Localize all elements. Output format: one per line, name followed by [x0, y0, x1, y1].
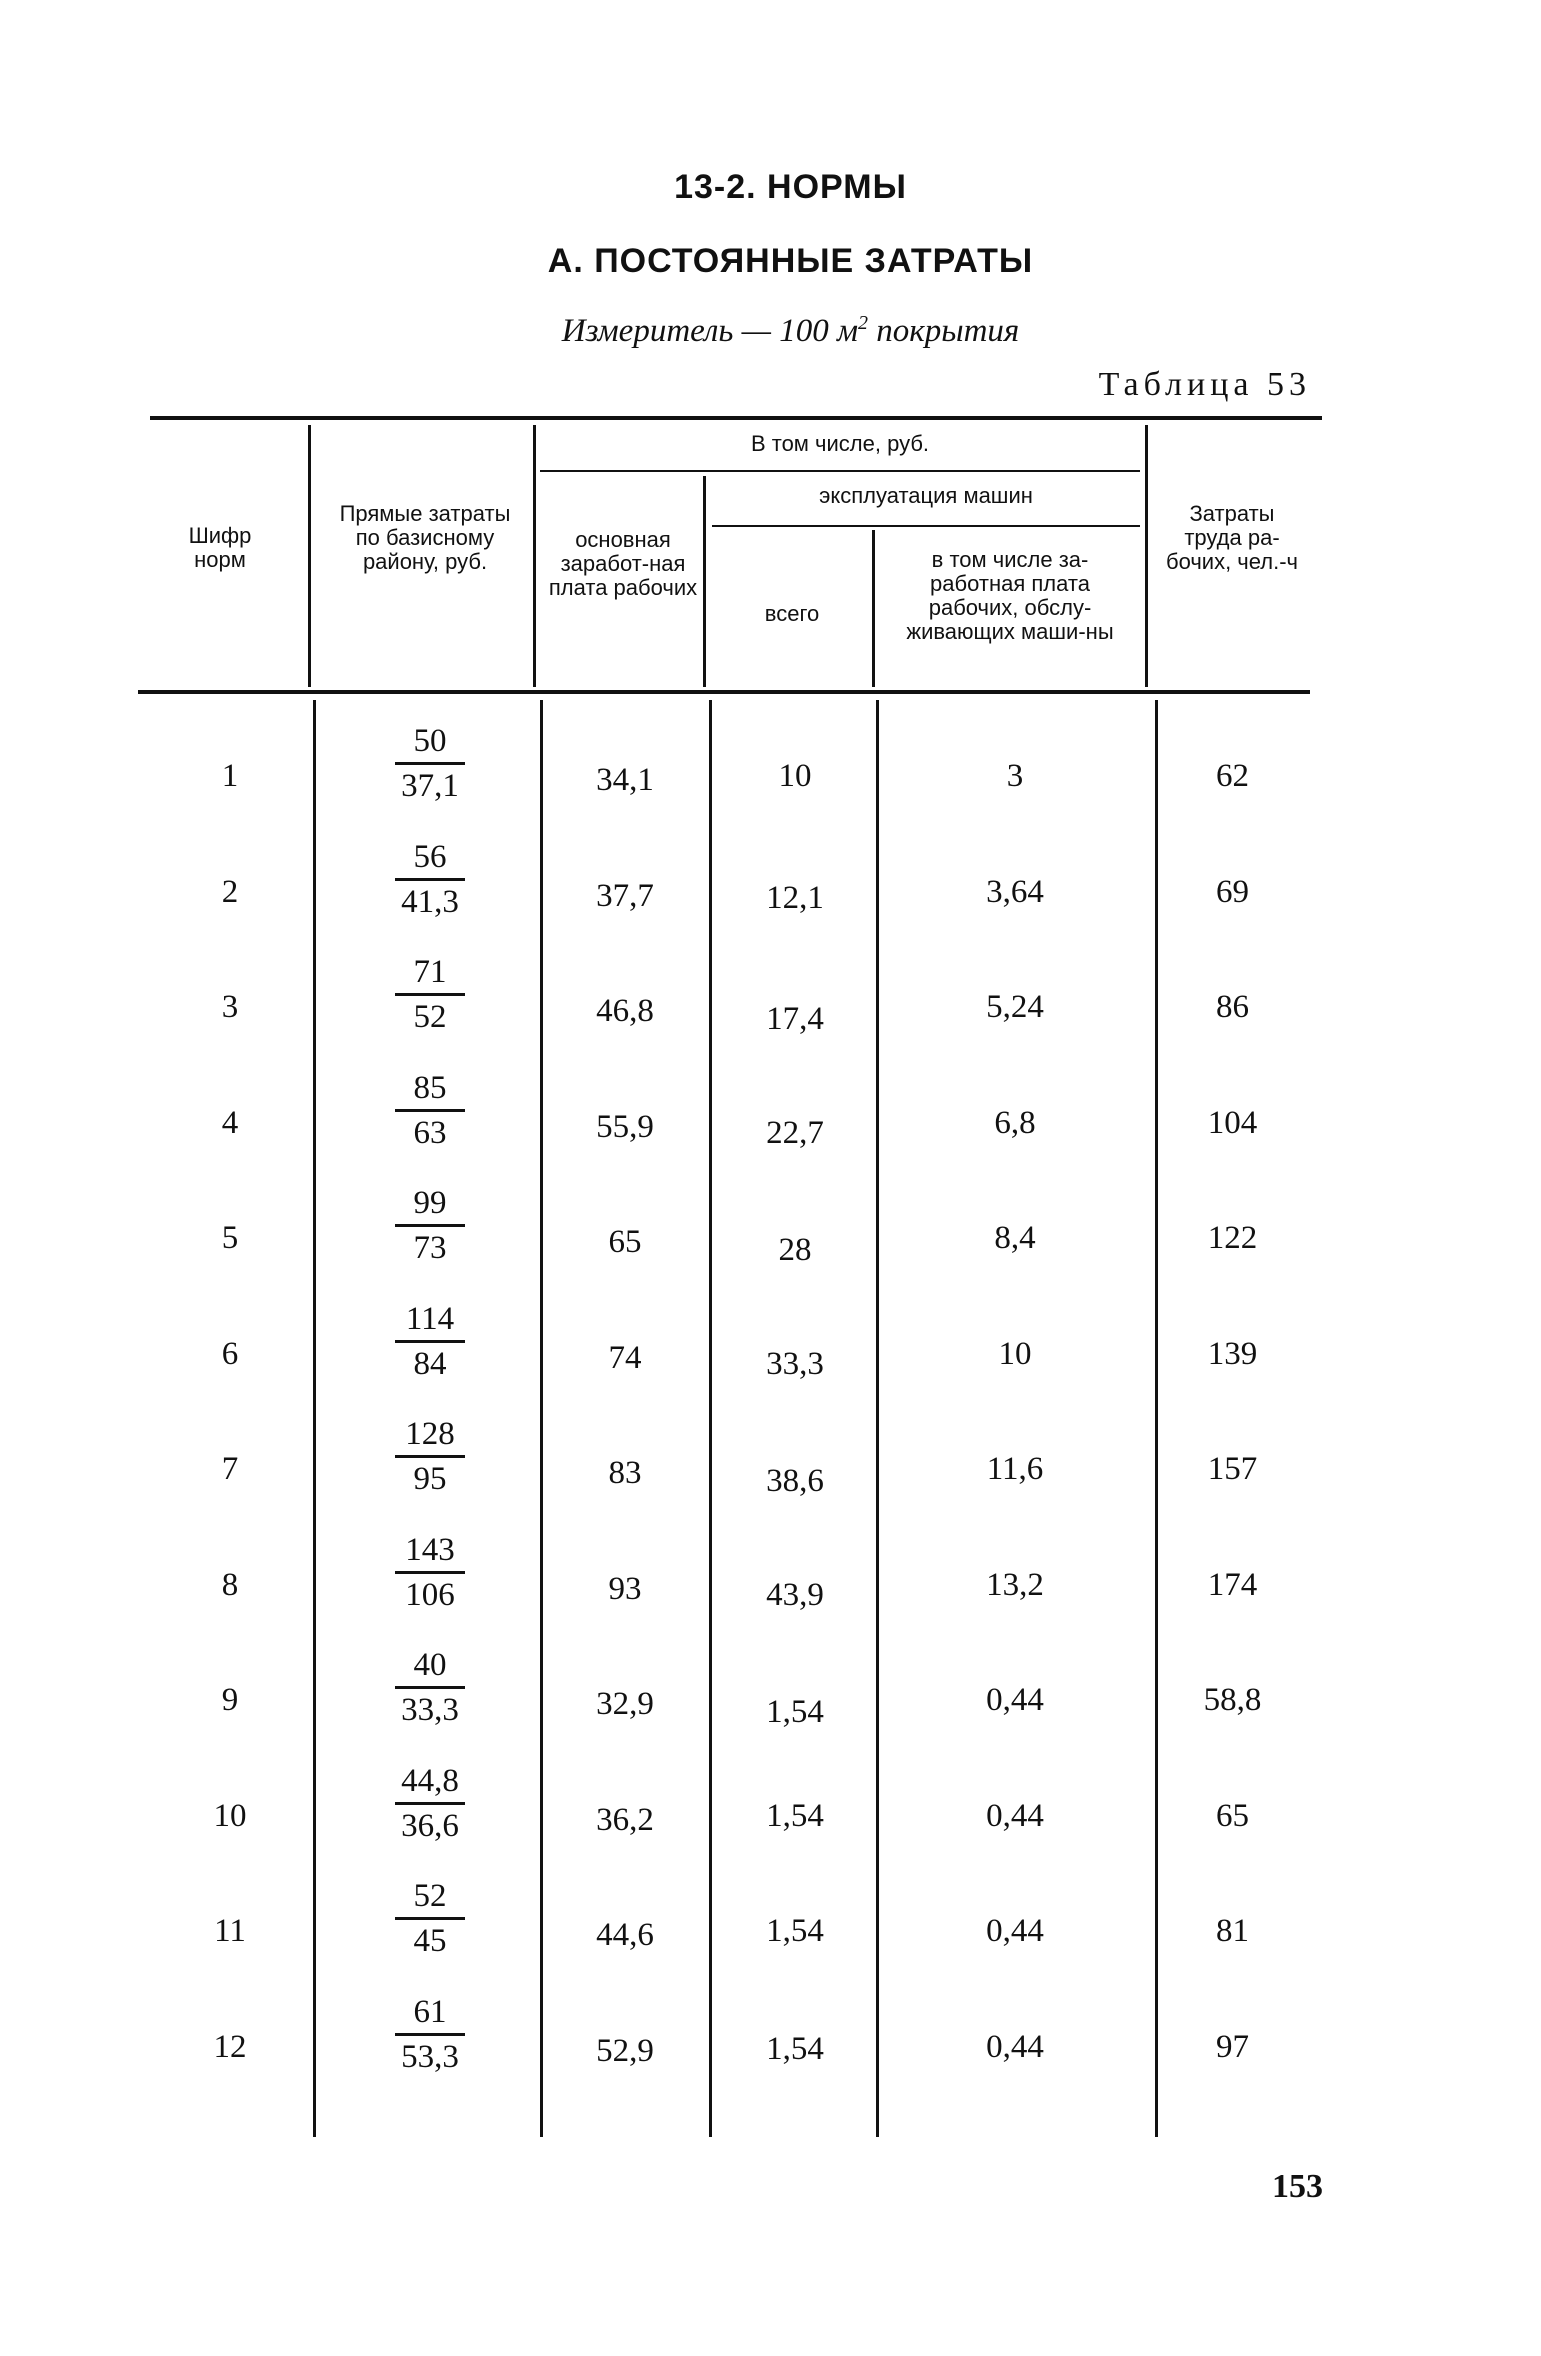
fraction-numerator: 85	[413, 1070, 447, 1106]
cell-code: 8	[221, 1567, 239, 1603]
cell-total: 28	[778, 1232, 812, 1268]
cell-code: 5	[221, 1220, 239, 1256]
header-wages: основная заработ-ная плата рабочих	[548, 527, 698, 600]
cell-total: 43,9	[766, 1577, 824, 1613]
cell-machine-wages: 3,64	[986, 874, 1044, 910]
header-machines: эксплуатация машин	[819, 483, 1033, 508]
body-vline-3	[709, 700, 712, 2137]
direct-cost-fraction	[345, 1877, 515, 1960]
section-title: 13-2. НОРМЫ	[674, 168, 907, 206]
fraction-denominator: 33,3	[401, 1692, 459, 1728]
measure-unit	[0, 312, 1541, 350]
header-machine-wages: в том числе за-работная плата рабочих, обслу-живающих маши-ны	[906, 547, 1114, 644]
header-direct: Прямые затраты по базисному району, руб.	[339, 501, 511, 574]
header-vline-2	[533, 425, 536, 687]
header-bottom-rule	[138, 690, 1310, 694]
cell-labor: 65	[1216, 1798, 1249, 1834]
machines-underline	[712, 525, 1140, 527]
header-vline-3	[703, 476, 706, 687]
direct-cost-fraction	[345, 722, 515, 805]
cell-wages: 46,8	[596, 993, 654, 1029]
cell-code: 2	[221, 874, 239, 910]
fraction-numerator: 40	[413, 1647, 447, 1683]
fraction-denominator: 53,3	[401, 2039, 459, 2075]
cell-wages: 55,9	[596, 1109, 654, 1145]
cell-total: 17,4	[766, 1001, 824, 1037]
header-including: В том числе, руб.	[750, 431, 930, 456]
fraction-bar	[395, 1109, 465, 1112]
header-total: всего	[764, 601, 820, 626]
fraction-bar	[395, 1686, 465, 1689]
cell-total: 1,54	[766, 1694, 824, 1730]
cell-total: 10	[778, 758, 812, 794]
cell-wages: 74	[608, 1340, 642, 1376]
cell-code: 7	[221, 1451, 239, 1487]
cell-wages: 36,2	[596, 1802, 654, 1838]
fraction-numerator: 128	[405, 1416, 455, 1452]
header-vline-4	[872, 530, 875, 687]
fraction-numerator: 50	[413, 723, 447, 759]
cell-wages: 32,9	[596, 1686, 654, 1722]
fraction-denominator: 36,6	[401, 1808, 459, 1844]
cell-code: 12	[213, 2029, 247, 2065]
cell-machine-wages: 3	[1006, 758, 1024, 794]
fraction-denominator: 84	[413, 1346, 447, 1382]
direct-cost-fraction	[345, 1646, 515, 1729]
including-underline	[540, 470, 1140, 472]
cell-wages: 34,1	[596, 762, 654, 798]
cell-code: 6	[221, 1336, 239, 1372]
cell-labor: 122	[1207, 1220, 1258, 1256]
fraction-bar	[395, 1802, 465, 1805]
cell-labor: 69	[1216, 874, 1249, 910]
header-labor: Затраты труда ра-бочих, чел.-ч	[1165, 501, 1299, 574]
fraction-bar	[395, 1340, 465, 1343]
fraction-denominator: 106	[405, 1577, 455, 1613]
header-vline-5	[1145, 425, 1148, 687]
measure-suffix: покрытия	[868, 313, 1020, 349]
direct-cost-fraction	[345, 953, 515, 1036]
fraction-bar	[395, 993, 465, 996]
page-number: 153	[1272, 2168, 1323, 2205]
cell-labor: 157	[1207, 1451, 1258, 1487]
cell-machine-wages: 0,44	[986, 1913, 1044, 1949]
cell-code: 4	[221, 1105, 239, 1141]
direct-cost-fraction	[345, 838, 515, 921]
direct-cost-fraction	[345, 1415, 515, 1498]
fraction-denominator: 37,1	[401, 768, 459, 804]
cell-total: 1,54	[766, 1913, 824, 1949]
direct-cost-fraction	[345, 1184, 515, 1267]
fraction-denominator: 41,3	[401, 884, 459, 920]
fraction-bar	[395, 1224, 465, 1227]
cell-machine-wages: 13,2	[986, 1567, 1044, 1603]
direct-cost-fraction	[345, 1069, 515, 1152]
cell-machine-wages: 0,44	[986, 1682, 1044, 1718]
cell-total: 33,3	[766, 1346, 824, 1382]
cell-code: 11	[214, 1913, 246, 1949]
fraction-denominator: 95	[413, 1461, 447, 1497]
fraction-numerator: 56	[413, 839, 447, 875]
measure-prefix: Измеритель — 100 м	[561, 313, 859, 349]
body-vline-5	[1155, 700, 1158, 2137]
fraction-bar	[395, 878, 465, 881]
fraction-denominator: 73	[413, 1230, 447, 1266]
cell-labor: 174	[1207, 1567, 1258, 1603]
body-vline-4	[876, 700, 879, 2137]
cell-total: 22,7	[766, 1115, 824, 1151]
table-top-rule	[150, 416, 1322, 420]
fraction-numerator: 71	[413, 954, 447, 990]
cell-machine-wages: 11,6	[986, 1451, 1044, 1487]
cell-code: 3	[221, 989, 239, 1025]
fraction-numerator: 52	[413, 1878, 447, 1914]
fraction-bar	[395, 1571, 465, 1574]
fraction-bar	[395, 1455, 465, 1458]
measure-sup: 2	[858, 312, 869, 334]
cell-code: 9	[221, 1682, 239, 1718]
fraction-denominator: 63	[413, 1115, 447, 1151]
cell-total: 1,54	[766, 1798, 824, 1834]
body-vline-2	[540, 700, 543, 2137]
cell-machine-wages: 5,24	[986, 989, 1044, 1025]
cell-labor: 97	[1216, 2029, 1249, 2065]
cell-machine-wages: 0,44	[986, 1798, 1044, 1834]
fraction-denominator: 52	[413, 999, 447, 1035]
header-code: Шифр норм	[188, 523, 252, 572]
cell-code: 1	[221, 758, 239, 794]
direct-cost-fraction	[345, 1762, 515, 1845]
cell-labor: 104	[1207, 1105, 1258, 1141]
cell-total: 1,54	[766, 2031, 824, 2067]
cell-machine-wages: 8,4	[994, 1220, 1036, 1256]
cell-wages: 44,6	[596, 1917, 654, 1953]
direct-cost-fraction	[345, 1300, 515, 1383]
cell-code: 10	[213, 1798, 247, 1834]
body-vline-1	[313, 700, 316, 2137]
cell-wages: 83	[608, 1455, 642, 1491]
cell-wages: 65	[608, 1224, 642, 1260]
direct-cost-fraction	[345, 1993, 515, 2076]
cell-labor: 58,8	[1203, 1682, 1262, 1718]
cell-machine-wages: 6,8	[994, 1105, 1036, 1141]
cell-machine-wages: 0,44	[986, 2029, 1044, 2065]
table-label: Таблица 53	[1098, 366, 1311, 403]
cell-machine-wages: 10	[998, 1336, 1032, 1372]
subsection-title: А. ПОСТОЯННЫЕ ЗАТРАТЫ	[547, 242, 1034, 280]
cell-wages: 52,9	[596, 2033, 654, 2069]
fraction-numerator: 143	[405, 1532, 455, 1568]
fraction-bar	[395, 762, 465, 765]
cell-labor: 81	[1216, 1913, 1249, 1949]
cell-total: 12,1	[766, 880, 824, 916]
cell-labor: 62	[1216, 758, 1249, 794]
cell-wages: 93	[608, 1571, 642, 1607]
fraction-numerator: 99	[413, 1185, 447, 1221]
fraction-bar	[395, 2033, 465, 2036]
cell-total: 38,6	[766, 1463, 824, 1499]
cell-labor: 86	[1216, 989, 1249, 1025]
fraction-numerator: 44,8	[401, 1763, 459, 1799]
fraction-numerator: 114	[405, 1301, 455, 1337]
fraction-numerator: 61	[413, 1994, 447, 2030]
cell-labor: 139	[1207, 1336, 1258, 1372]
fraction-bar	[395, 1917, 465, 1920]
fraction-denominator: 45	[413, 1923, 447, 1959]
header-vline-1	[308, 425, 311, 687]
direct-cost-fraction	[345, 1531, 515, 1614]
cell-wages: 37,7	[596, 878, 654, 914]
